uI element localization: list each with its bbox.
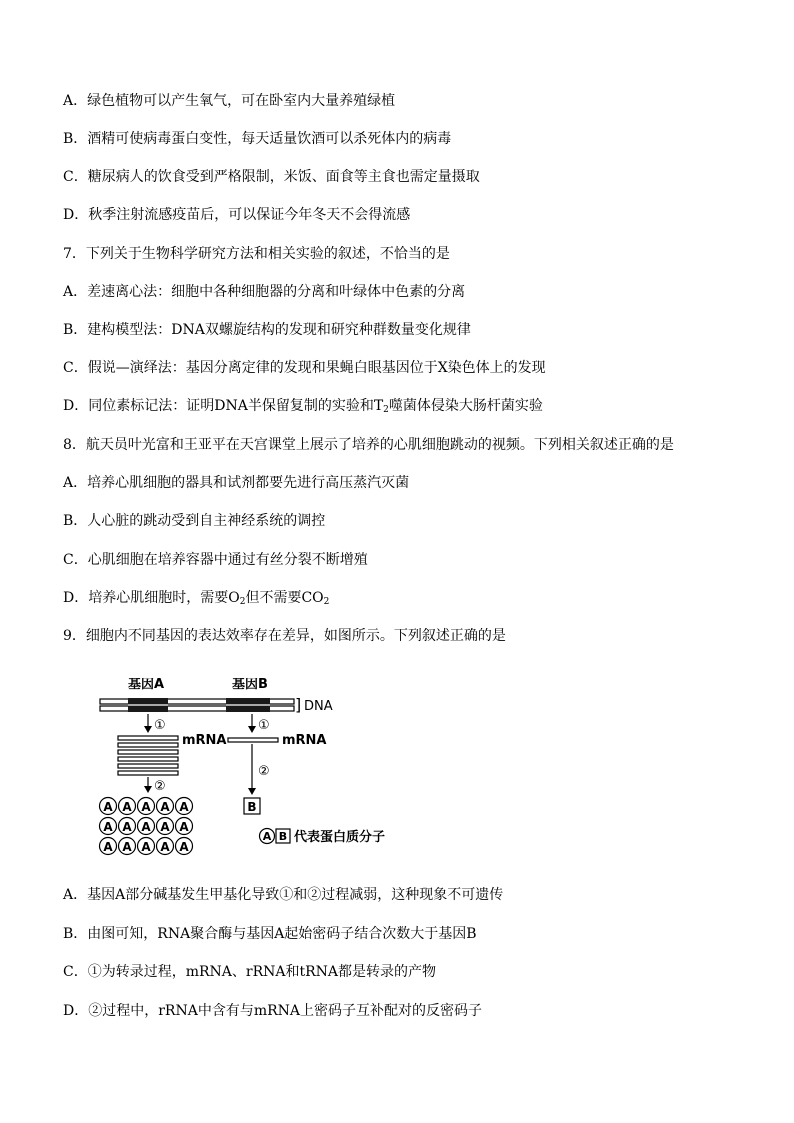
svg-text:A: A [179, 840, 189, 854]
q6-option-a: A．绿色植物可以产生氧气，可在卧室内大量养殖绿植 [63, 93, 396, 109]
legend [260, 829, 386, 846]
q9-option-a: A．基因A部分碱基发生甲基化导致①和②过程减弱，这种现象不可遗传 [63, 887, 504, 903]
protein-a [119, 818, 136, 835]
svg-text:A: A [179, 820, 189, 834]
svg-text:A: A [179, 800, 189, 814]
svg-text:代表蛋白质分子: 代表蛋白质分子 [294, 830, 386, 845]
q8-option-d: D．培养心肌细胞时，需要$O_2$但不需要$CO_2$ [63, 590, 330, 607]
protein-a [176, 798, 193, 815]
q7-option-b: B．建构模型法：DNA双螺旋结构的发现和研究种群数量变化规律 [63, 322, 471, 338]
q8-option-b: B．人心脏的跳动受到自主神经系统的调控 [63, 513, 326, 529]
svg-text:B: B [247, 800, 257, 814]
gene-a-label: 基因A [128, 678, 165, 692]
q7-option-a: A．差速离心法：细胞中各种细胞器的分离和叶绿体中色素的分离 [63, 284, 466, 300]
q8-option-c: C．心肌细胞在培养容器中通过有丝分裂不断增殖 [63, 552, 368, 568]
protein-a [100, 798, 117, 815]
svg-text:A: A [160, 800, 170, 814]
protein-a [176, 818, 193, 835]
q6-option-c: C．糖尿病人的饮食受到严格限制，米饭、面食等主食也需定量摄取 [63, 169, 480, 185]
gene-b-label: 基因B [232, 678, 268, 692]
svg-text:A: A [103, 820, 113, 834]
q9-option-d: D．②过程中，rRNA中含有与mRNA上密码子互补配对的反密码子 [63, 1003, 483, 1019]
svg-text:A: A [141, 820, 151, 834]
q6-option-b: B．酒精可使病毒蛋白变性，每天适量饮酒可以杀死体内的病毒 [63, 131, 452, 147]
mrna-b [228, 738, 278, 742]
svg-text:A: A [141, 800, 151, 814]
q7-stem: 7．下列关于生物科学研究方法和相关实验的叙述，不恰当的是 [63, 246, 450, 262]
protein-b [244, 798, 260, 814]
mrna-label-b: mRNA [282, 733, 327, 748]
q9-option-c: C．①为转录过程，mRNA、rRNA和tRNA都是转录的产物 [63, 964, 437, 980]
translation-arrow-a [144, 777, 152, 793]
translation-arrow-b [248, 744, 256, 795]
protein-a [176, 838, 193, 855]
step2-label-a: ② [154, 779, 166, 794]
q9-stem: 9．细胞内不同基因的表达效率存在差异，如图所示。下列叙述正确的是 [63, 628, 506, 644]
protein-a [119, 838, 136, 855]
svg-text:A: A [122, 840, 132, 854]
protein-a [100, 838, 117, 855]
svg-text:A: A [122, 820, 132, 834]
svg-text:B: B [278, 830, 288, 843]
protein-a [157, 818, 174, 835]
step2-label-b: ② [258, 764, 270, 779]
transcription-arrow-a [144, 714, 152, 733]
protein-a [157, 798, 174, 815]
q7-option-d: D．同位素标记法：证明DNA半保留复制的实验和$T_2$噬菌体侵染大肠杆菌实验 [63, 398, 543, 415]
svg-text:A: A [262, 830, 272, 843]
protein-a [157, 838, 174, 855]
svg-text:A: A [103, 840, 113, 854]
dna-label: DNA [304, 699, 333, 714]
protein-a [138, 798, 155, 815]
gene-expression-figure [98, 678, 428, 858]
q6-option-d: D．秋季注射流感疫苗后，可以保证今年冬天不会得流感 [63, 207, 411, 223]
protein-a [119, 798, 136, 815]
q7-option-c: C．假说—演绎法：基因分离定律的发现和果蝇白眼基因位于X染色体上的发现 [63, 360, 546, 376]
q8-stem: 8．航天员叶光富和王亚平在天宫课堂上展示了培养的心肌细胞跳动的视频。下列相关叙述正确的是 [63, 437, 674, 453]
step1-label-a: ① [154, 718, 166, 733]
svg-text:A: A [160, 820, 170, 834]
svg-text:A: A [122, 800, 132, 814]
protein-a [100, 818, 117, 835]
q8-option-a: A．培养心肌细胞的器具和试剂都要先进行高压蒸汽灭菌 [63, 475, 410, 491]
protein-a-grid [100, 798, 193, 855]
mrna-stack-a [118, 736, 178, 775]
protein-a [138, 818, 155, 835]
protein-a [138, 838, 155, 855]
q9-option-b: B．由图可知，RNA聚合酶与基因A起始密码子结合次数大于基因B [63, 926, 477, 942]
step1-label-b: ① [258, 718, 270, 733]
svg-text:A: A [103, 800, 113, 814]
mrna-label-a: mRNA [182, 733, 227, 748]
transcription-arrow-b [248, 714, 256, 733]
svg-text:A: A [141, 840, 151, 854]
dna-bracket: ] [295, 695, 302, 714]
svg-text:A: A [160, 840, 170, 854]
dna-strand [100, 698, 294, 712]
